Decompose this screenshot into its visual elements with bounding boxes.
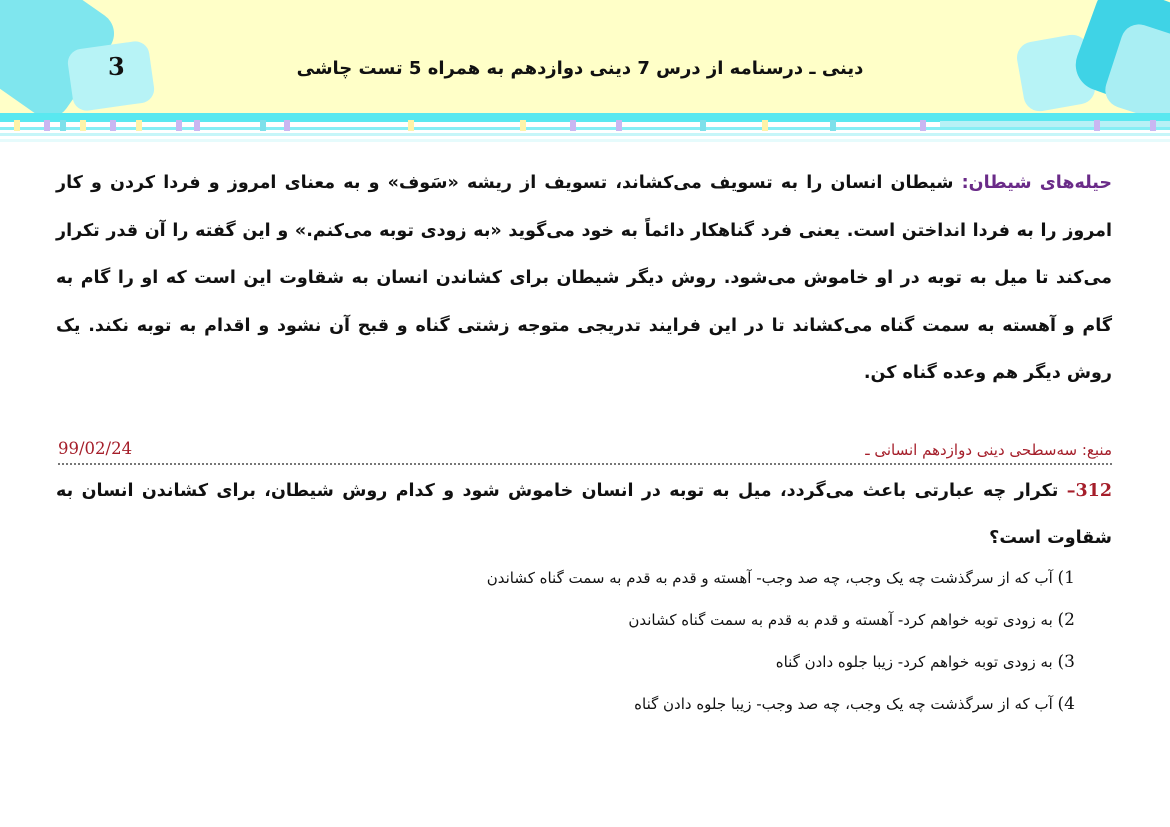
option-text: به زودی توبه خواهم کرد- آهسته و قدم به قدم به سمت گناه کشاندن [628, 611, 1053, 629]
answer-option-2[interactable] [200, 602, 1075, 644]
source-label: منبع: سه‌سطحی دینی دوازدهم انسانی ـ [859, 441, 1112, 459]
question-text [56, 468, 1112, 562]
page-title: دینی ـ درسنامه از درس 7 دینی دوازدهم به همراه 5 تست چاشی [296, 58, 864, 79]
paragraph-term: حیله‌های شیطان: [961, 173, 1112, 193]
answer-options [200, 560, 1075, 728]
source-date: 99/02/24 [58, 439, 138, 458]
lesson-paragraph [56, 160, 1112, 398]
paragraph-text: شیطان انسان را به تسویف می‌کشاند، تسویف از ریشه «سَوف» و به معنای امروز و فردا کردن و کار امروز را به فردا انداختن است. یعنی فرد گناهکار دائماً به خود می‌گوید «به زودی توبه می‌کنم.» و این گفته را آن قدر تکرار می‌کند تا میل به توبه در او خاموش می‌شود. روش دیگر شیطان برای کشاندن انسان به شقاوت این است که او را گام به گام و آهسته به سمت گناه می‌کشاند تا در این فرایند تدریجی متوجه زشتی گناه و قبح آن نشود و اقدام به توبه نکند. یک روش دیگر هم وعده گناه کن. [56, 173, 1112, 383]
question-body: تکرار چه عبارتی باعث می‌گردد، میل به توبه در انسان خاموش شود و کدام روش شیطان، برای کشاندن انسان به شقاوت است؟ [56, 481, 1112, 548]
answer-option-1[interactable] [200, 560, 1075, 602]
decorative-stripes [0, 113, 1170, 143]
option-text: به زودی توبه خواهم کرد- زیبا جلوه دادن گناه [775, 653, 1053, 671]
page-header [0, 0, 1170, 118]
option-text: آب که از سرگذشت چه یک وجب، چه صد وجب- زیبا جلوه دادن گناه [634, 695, 1053, 713]
option-number: 3) [1057, 652, 1075, 672]
answer-option-4[interactable] [200, 686, 1075, 728]
option-text: آب که از سرگذشت چه یک وجب، چه صد وجب- آهسته و قدم به قدم به سمت گناه کشاندن [486, 569, 1053, 587]
option-number: 4) [1057, 694, 1075, 714]
source-line [58, 437, 1112, 465]
question-number: 312– [1066, 481, 1112, 501]
page-number: 3 [108, 52, 125, 81]
option-number: 2) [1057, 610, 1075, 630]
option-number: 1) [1057, 568, 1075, 588]
answer-option-3[interactable] [200, 644, 1075, 686]
